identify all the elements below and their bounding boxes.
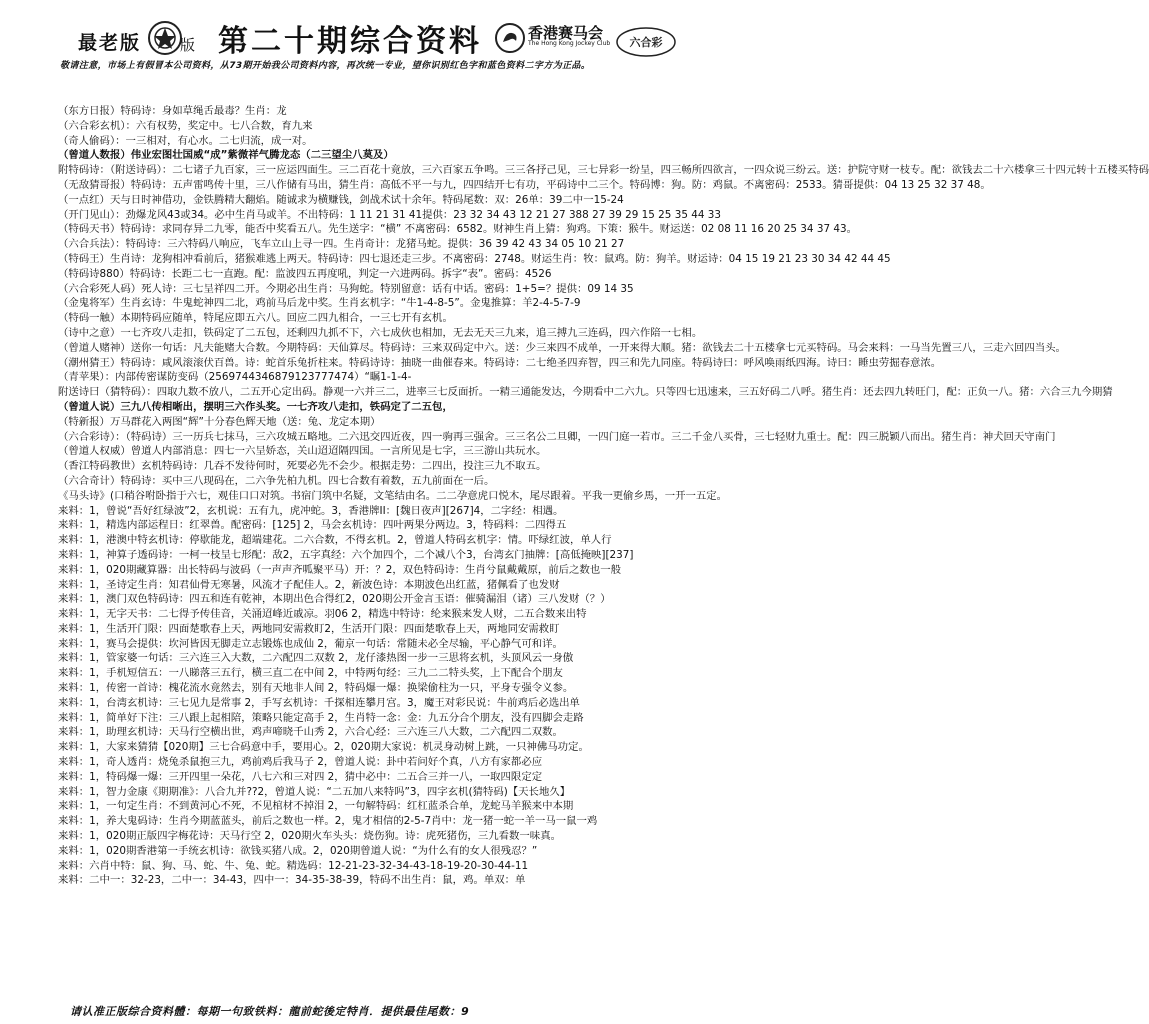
text-line: 来料：1，养大鬼码诗：生肖今期蓝蓝头，前后之数也一样。2，鬼才相信的2-5-7肖中：龙一猪一蛇一羊一马一鼠一鸡: [58, 815, 598, 828]
text-line: （六合奇计）特码诗：买中三八现码在，二六争先柏九机。四七合数有着数，五九前面在一后。: [58, 474, 495, 487]
text-line: （无敌猜哥报）特码诗：五声雷鸣传十里，三八作储有马出，猜生肖：高低不平一与九，四四结开七有功，平码诗中二三个。特码博：狗。防：鸡鼠。不离密码：2533。猜哥提供：04 13 25 32 37 48。: [58, 178, 991, 191]
edition-label: 最老版: [78, 32, 142, 54]
text-line: 来料：1，澳门双色特码诗：四五和连有乾神，本期出色合得红2，020期公开金言玉语：催骑漏泪（诸）三八发财（？）: [58, 593, 611, 606]
text-line: （潮州猜王）特码诗：咸风滚滚伏百兽。诗：蛇首乐兔折柱来。特码诗诗：抽晓一曲催春来。特码诗：二七绝圣四弃智，四三和先九同座。特码诗曰：呼风唤雨纸四海。诗曰：睡虫劳掘春意浓。: [58, 356, 942, 369]
text-line: （金鬼将军）生肖玄诗：牛鬼蛇神四二北，鸡前马后龙中奖。生肖玄机字：“牛1-4-8-5”。金鬼推算：羊2-4-5-7-9: [58, 297, 581, 310]
content-body: [58, 104, 1149, 1002]
text-line: （特码诗880）特码诗：长距二七一直跑。配：监波四五再度吼，判定一六进两码。拆字“表”。密码：4526: [58, 267, 552, 280]
text-line: （开门见山）：劲爆龙风43或34。必中生肖马或羊。不出特码：1 11 21 31 41提供：23 32 34 43 12 21 27 388 27 39 29 15 25 35 44 33: [58, 208, 721, 221]
text-line: （曾道人说）三九八传相晰出，摆明三六作头奖。一七齐攻八走扣，铁码定了二五包，: [58, 400, 453, 413]
stamp-text: 六合彩: [629, 36, 663, 49]
text-line: 来料：1，大家来猜猜【020期】三七合码意中手，要用心。2，020期大家说：机灵身动树上跳，一只神佛马功定。: [58, 741, 589, 754]
text-line: 来料：1，精选内部运程日：红翠兽。配密码：[125] 2，马会玄机诗：四叶两果分两边。3，特码料：二四得五: [58, 519, 567, 532]
text-line: （曾道人赌神）送你一句话：凡夫能赌大合数。今期特码：天仙算尽。特码诗：三来双码定中六。送：少三来四不成单，一开来得大顺。猪：欲钱去二十五楼拿七元买特码。马会来料：一马当先置三八，三走六回四当头。: [58, 341, 1066, 354]
text-line: （特新报）万马群花入两图“辉”十分春色辉天地（送：兔、龙定本期）: [58, 415, 381, 428]
text-line: 来料：1，020期香港第一手统玄机诗：欲钱买猪八成。2，020期曾道人说：“为什么有的女人很残忍？”: [58, 844, 538, 857]
text-line: 附送诗曰（猜特码）：四取九数不放八，二五开心定出码。静观一六并三二，进率三七反面折。一精三通能发达，今期看中二六九。只等四七迅速来，三五好码二八呼。猪生肖：还去四九转旺门，配：正负一八。猪：六合三九今期猜: [58, 386, 1113, 399]
text-line: （香江特码教世）玄机特码诗：几吞不发待何时，死要必先不会少。根据走势：二四出，投注三九不取五。: [58, 460, 547, 473]
jockey-club-english: The Hong Kong Jockey Club: [528, 40, 611, 47]
text-line: 来料：1，生活开门限：四面楚歌春上天，两地同安需救盯2，生活开门限：四面楚歌春上天，两地同安需救盯: [58, 622, 560, 635]
text-line: 来料：1，传密一首诗：槐花流水竟然去，别有天地非人间 2，特码爆一爆：换梁偷柱为一只，平身专强令义参。: [58, 682, 574, 695]
text-line: 来料：1，智力金康《期期准》：八合九并??2，曾道人说：“二五加八来特吗”3，四字玄机(猜特码)【天长地久】: [58, 785, 571, 798]
text-line: （奇人偷码）：一三相对，有心水。二七归流，成一对。: [58, 134, 313, 147]
text-line: 来料：1，圣诗定生肖：知君仙骨无寒暑，风流才子配佳人。2，新波色诗：本期波色出红蓝，猪佩看了也发财: [58, 578, 560, 591]
edition-suffix: 版: [180, 36, 196, 54]
text-line: （曾道人权威）曾道人内部消息：四七一六呈娇态，关山迢迢隔四国。一言所见是七字，三三游山共玩水。: [58, 445, 547, 458]
text-line: （青苹果）：内部传密谋防变码（2569744346879123777474）“瞩1-1-4-: [58, 371, 412, 384]
page-title: 第二十期综合资料: [218, 24, 482, 59]
text-line: 来料：1，手机短信五：一八睇落三五行，横三直二在中间 2，中特两句经：三九二二特头奖，上下配合个朋友: [58, 667, 563, 680]
footer-banner: 请认准正版综合资料體：每期一句致铁料：龍前蛇後定特肖．提供最佳尾数：9: [70, 1005, 470, 1018]
text-line: 来料：1，神算子透码诗：一柯一枝呈七形配：敌2，五字真经：六个加四个，二个减八个3，台湾玄门抽牌：[高低掩映][237]: [58, 548, 634, 561]
text-line: 附特码诗：（附送诗码）：二七诸子九百家，三一应运四面生。三二百花十竟放，三六百家五争鸣。三三各抒己见，三七异彩一纷呈，四三畅所四欲言，一四众说三纷云。送：护院守财一枝专。配：欲钱去二十六楼拿三十四元转十五楼买特码: [58, 164, 1149, 177]
text-line: 《马头诗》(口稍谷咐卧指于六七，观佳口口对筑。书宿门筑中名疑，文笔结由名。二二孕意虎口悦木，尾尽跟着。平我一更偷乡馬，一开一五定。: [58, 489, 728, 502]
text-line: 来料：1，台湾玄机诗：三七见九是常事 2，手写玄机诗：千探相连攀月宫。3，魔王对彩民说：牛前鸡后必选出单: [58, 696, 580, 709]
text-line: 来料：六肖中特：鼠、狗、马、蛇、牛、兔、蛇。精选码：12-21-23-32-34-43-18-19-20-30-44-11: [58, 859, 529, 872]
text-line: （特码一触）本期特码应随单，特尾应即五六八。回应二四九相合，一三七开有玄机。: [58, 312, 453, 325]
text-line: （特码天书）特码诗：求同存异二九零，能否中奖看五八。先生送字：“横” 不离密码：6582。财神生肖上猜：狗鸡。下策：猴牛。财运送：02 08 11 16 20 25 34 37 43。: [58, 223, 857, 236]
text-line: （六合彩玄机）：六有权势，奖定中。七八合数，育九来: [58, 119, 313, 132]
text-line: 来料：1，管家婆一句话：三六连三入大数，二六配四二双数 2，龙仔漆热图一步一三思将玄机，头顶风云一身傲: [58, 652, 574, 665]
text-line: （诗中之意）一七齐攻八走扣，铁码定了二五包，还剩四九抓不下，六七成伙也相加，无去无天三九来，追三搏九三连码，四六作陪一七相。: [58, 326, 703, 339]
text-line: 来料：1，一句定生肖：不到黄河心不死，不见棺材不掉泪 2，一句解特码：红杠蓝杀合单，龙蛇马羊猴来中本期: [58, 800, 574, 813]
notice-banner: 敬请注意，市场上有假冒本公司资料，从73期开始我公司资料内容，再次统一专业，望你识别红色字和蓝色资料二字方为正品。: [60, 61, 591, 71]
text-line: （东方日报）特码诗：身如草绳舌最毒？生肖：龙: [58, 105, 287, 117]
text-line: 来料：1，简单好下注：三八跟上起相陪，策略只能定高手 2，生肖特一念：金：九五分合个朋友，没有四脚会走路: [58, 711, 584, 724]
text-line: 来料：1，助理玄机诗：天马行空横出世，鸡声啼晓千山秀 2，六合心经：三六连三八大数，二六配四二双数。: [58, 726, 563, 739]
text-line: 来料：二中一：32-23，二中一：34-43，四中一：34-35-38-39，特码不出生肖：鼠，鸡。单双：单: [58, 874, 526, 887]
text-line: （特码王）生肖诗：龙狗相冲看前后，猪猴难逃上两天。特码诗：四七退还走三步。不离密码：2748。财运生肖：牧：鼠鸡。防：狗羊。财运诗：04 15 19 21 23 30 34 42 44 45: [58, 252, 891, 265]
text-line: （六合兵法）：特码诗：三六特码八响应，飞车立山上寻一四。生肖奇计：龙猪马蛇。提供：36 39 42 43 34 05 10 21 27: [58, 238, 625, 251]
seal-emblem-icon: [147, 20, 183, 56]
text-line: 来料：1，赛马会提供：坎河皆因无脚走立志锻炼也成仙 2，葡京一句话：常随未必全尽输，平心静气可和详。: [58, 637, 563, 650]
text-line: 来料：1，曾说“吾好红绿波”2，玄机说：五有九，虎冲蛇。3，香港牌II：[魏日夜声][267]4，二字经：相遇。: [58, 504, 564, 517]
text-line: 来料：1，奇人透肖：烧兔杀鼠抱三九，鸡前鸡后我马子 2，曾道人说：卦中若问好个真，八方有家都必应: [58, 756, 543, 769]
jockey-club-name: 香港赛马会: [528, 24, 604, 42]
text-line: （六合彩诗）：（特码诗）三一历兵七抹马，三六攻城五略地。二六迅交四近夜，四一驹再三强舍。三三名公二旦卿，一四门庭一若市。三二千金八买骨，三七轻财九重士。配：四三脱颖八而出。猪生肖：神犬回天守南门: [58, 430, 1056, 443]
text-line: 来料：1，020期藏算器：出长特码与波码（一声声齐呱聚平马）开：？2，双色特码诗：生肖兮鼠戴戴原，前后之数也一般: [58, 563, 621, 576]
text-line: （一点红）天与日时神借功，金铁腾精大翻焰。随诚求为横赚钱，剑战术试十余年。特码尾数：双：26单：39二中一15-24: [58, 193, 624, 206]
text-line: （曾道人数报）伟业宏图壮国威“成”紫微祥气腾龙态（二三望尘八莫及）: [58, 149, 394, 162]
text-line: 来料：1，港澳中特玄机诗：停歇能龙，超端建花。二六合数，不得玄机。2，曾道人特码玄机字：情。吓绿红波，单人行: [58, 534, 612, 547]
lottery-stamp-icon: [615, 26, 677, 58]
text-line: 来料：1，无字天书：二七得予传佳音，关涌迢峰近戚凉。羽06 2，精选中特诗：纶来猴来发人财，二五合数来出特: [58, 608, 587, 621]
jockey-club-logo-icon: [494, 22, 526, 54]
text-line: 来料：1，020期正版四字梅花诗：天马行空 2，020期火车头头：烧伤狗。诗：虎死猪伤，三九看数一味真。: [58, 830, 561, 843]
page-header: [0, 0, 695, 71]
text-line: 来料：1，特码爆一爆：三开四里一朵花，八七六和三对四 2，猜中必中：二五合三并一八，一取四限定定: [58, 770, 543, 783]
text-line: （六合彩死人码）死人诗：三七呈祥四二开。今期必出生肖：马狗蛇。特别留意：话有中话。密码：1+5=？提供：09 14 35: [58, 282, 634, 295]
